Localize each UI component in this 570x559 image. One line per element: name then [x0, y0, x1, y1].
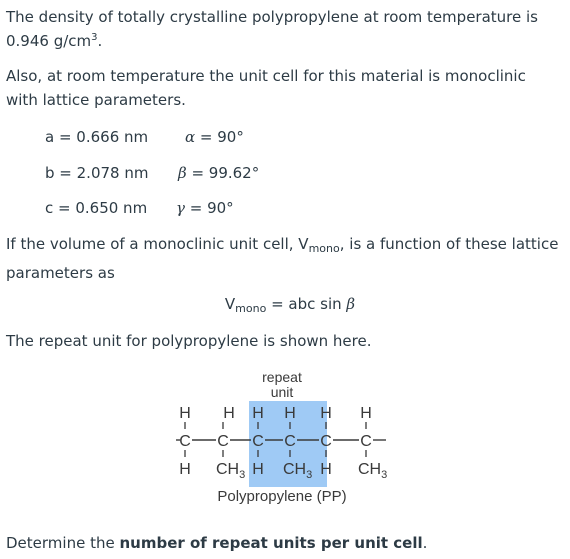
svg-text:C: C [320, 433, 332, 450]
svg-text:C: C [179, 433, 191, 450]
repeat-statement: The repeat unit for polypropylene is shown here. [6, 332, 372, 350]
lattice-gamma: γ = 90° [176, 199, 234, 217]
volume-statement: If the volume of a monoclinic unit cell, $V_{mono}$, is a function of these lattice parameters as [6, 235, 559, 282]
svg-text:H: H [179, 405, 191, 422]
lattice-alpha: α = 90° [185, 128, 244, 146]
unit-cell-statement: Also, at room temperature the unit cell for this material is monoclinic with lattice parameters. [6, 67, 526, 109]
svg-text:H: H [179, 461, 191, 478]
repeat-label-line1: repeat [262, 369, 302, 385]
svg-text:C: C [217, 433, 229, 450]
figure-caption: Polypropylene (PP) [217, 488, 347, 505]
svg-text:C: C [252, 433, 264, 450]
volume-equation: $V_{mono}$ = abc sin β [224, 295, 356, 315]
lattice-beta: β = 99.62° [178, 164, 260, 182]
repeat-label-line2: unit [270, 384, 294, 400]
lattice-c: c = 0.650 nm [45, 199, 148, 217]
svg-text:H: H [284, 405, 296, 422]
density-statement: The density of totally crystalline polypropylene at room temperature is 0.946 $g/cm^3$. [6, 8, 538, 50]
lattice-b: b = 2.078 nm [45, 164, 149, 182]
polypropylene-structure [150, 364, 410, 514]
svg-text:C: C [284, 433, 296, 450]
svg-text:H: H [320, 405, 332, 422]
svg-text:H: H [360, 405, 372, 422]
svg-text:CH3: $CH_3$ [283, 461, 313, 481]
question-emphasis: number of repeat units per unit cell [119, 534, 423, 552]
question: Determine the number of repeat units per unit cell. [6, 534, 428, 552]
svg-text:C: C [360, 433, 372, 450]
svg-text:H: H [252, 405, 264, 422]
svg-text:H: H [252, 461, 264, 478]
svg-text:CH3: $CH_3$ [216, 461, 246, 481]
svg-text:H: H [320, 461, 332, 478]
svg-text:CH3: $CH_3$ [358, 461, 388, 481]
svg-text:H: H [223, 405, 235, 422]
cm3-exponent: 3 [91, 32, 98, 43]
lattice-a: a = 0.666 nm [45, 128, 149, 146]
